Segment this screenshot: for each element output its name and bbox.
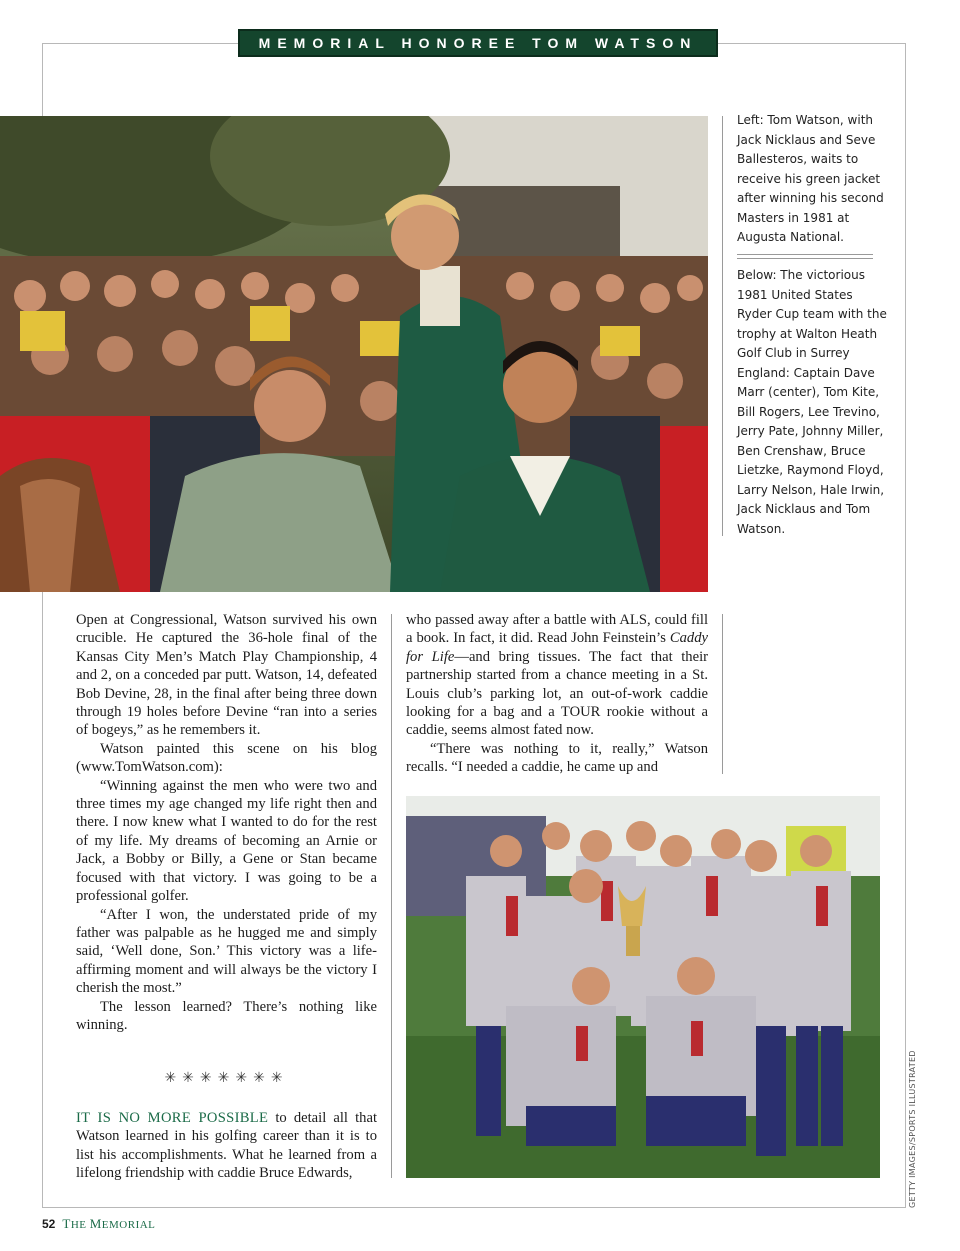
section-banner [238, 29, 718, 57]
section-divider-stars: ✳✳✳✳✳✳✳ [164, 1070, 289, 1086]
paragraph: Open at Congressional, Watson survived his own crucible. He captured the 36-hole final of the Kansas City Men’s Match Play Championship, 4 and 2, on a conceded par putt. Watson, 14, defeated Bob Devine, 28, in the final after being three down through 19 holes before Devine “ran into a series of bogeys,” as he remembers it. [76, 612, 377, 739]
book-title: Caddy for Life [406, 630, 708, 665]
banner-title: MEMORIAL HONOREE TOM WATSON [258, 35, 698, 51]
paragraph-text: —and bring tissues. The fact that their partnership started from a chance meeting in a St. Louis club’s parking lot, an out-of-work caddie looking for a bag and a TOUR rookie without a caddie, seems almost fated now. [406, 648, 708, 739]
photo-credit: GETTY IMAGES/SPORTS ILLUSTRATED [908, 1050, 917, 1208]
pub-text: HE [70, 1219, 90, 1231]
lead-in: IT IS NO MORE POSSIBLE [76, 1110, 269, 1126]
caption-left-photo: Left: Tom Watson, with Jack Nicklaus and Seve Ballesteros, waits to receive his green jacket after winning his second Masters in 1981 at Augusta National. [737, 113, 884, 244]
caption-vertical-rule [722, 116, 723, 536]
caption-below-photo: Below: The victorious 1981 United States Ryder Cup team with the trophy at Walton Heath Golf Club in Surrey England: Captain Dave Marr (center), Tom Kite, Bill Rogers, Lee Trevino, Jerry Pate, Johnny Miller, Ben Crenshaw, Bruce Lietzke, Raymond Floyd, Larry Nelson, Hale Irwin, Jack Nicklaus and Tom Watson. [737, 268, 887, 536]
paragraph: “There was nothing to it, really,” Watson recalls. “I needed a caddie, he came up and [406, 740, 708, 776]
masters-photo [0, 116, 708, 592]
paragraph: “Winning against the men who were two and three times my age changed my life right then and there. I now knew what I wanted to do for the rest of my life. My dreams of becoming an Arnie or Jack, a Bobby or Billy, a Gene or Stan became focused with that victory. I was going to be a professional golfer. [76, 777, 377, 905]
paragraph-text: who passed away after a battle with ALS, could fill a book. In fact, it did. Read John Feinstein’s [406, 612, 708, 647]
column-rule [391, 614, 392, 1178]
page-number: 52 [42, 1217, 56, 1231]
paragraph-text: to detail all that Watson learned in his golfing career than it is to list his accomplishments. What he learned from a lifelong friendship with caddie Bruce Edwards, [76, 1110, 377, 1182]
paragraph [76, 1109, 377, 1183]
pub-text: EMORIAL [101, 1219, 156, 1231]
page-footer [42, 1216, 155, 1232]
paragraph [406, 611, 708, 740]
paragraph: “After I won, the understated pride of my father was palpable as he hugged me and simply said, ‘Well done, Son.’ This victory was a life-affirming moment and will always be the victory I cherish the most.” [76, 906, 377, 997]
ryder-cup-photo [406, 796, 880, 1178]
publication-name [62, 1216, 156, 1231]
pub-initial: M [89, 1216, 102, 1231]
paragraph: Watson painted this scene on his blog (www.TomWatson.com): [76, 740, 377, 776]
caption-divider [737, 254, 873, 259]
pub-initial: T [62, 1216, 71, 1231]
frame-right-rule [905, 43, 906, 1208]
article-column-2 [406, 611, 708, 777]
column-rule-right [722, 614, 723, 774]
article-column-1 [76, 611, 377, 1034]
article-column-1-continued [76, 1109, 377, 1183]
frame-bottom-rule [42, 1207, 906, 1208]
paragraph: The lesson learned? There’s nothing like winning. [76, 998, 377, 1033]
